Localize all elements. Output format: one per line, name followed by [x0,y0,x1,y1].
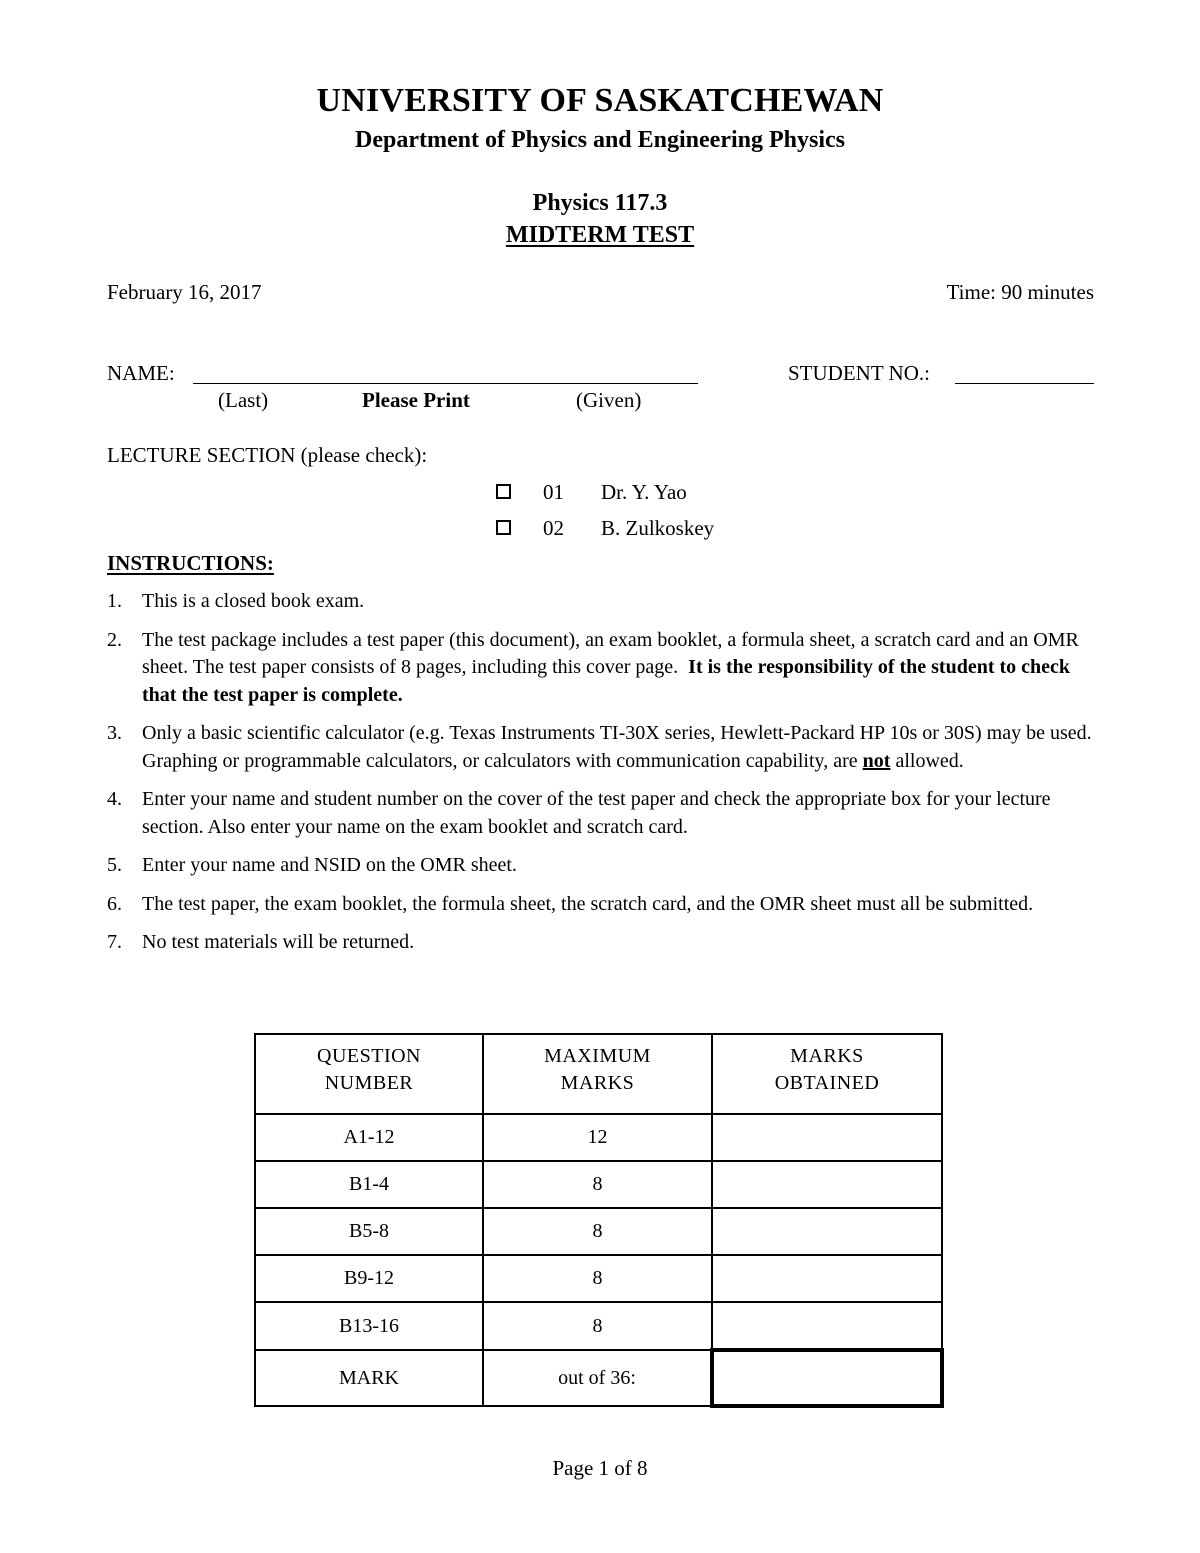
header-obtained [712,1034,942,1114]
section-02-checkbox[interactable] [496,520,511,535]
cell-max: 8 [483,1302,712,1350]
lecture-section-label: LECTURE SECTION (please check): [107,443,428,467]
table-header-row [255,1034,942,1114]
please-print-hint: Please Print [362,388,470,412]
total-max: out of 36: [483,1350,712,1406]
test-title [0,222,1200,249]
cell-max: 12 [483,1114,712,1161]
instruction-text: This is a closed book exam. [142,590,365,612]
page-number: Page 1 of 8 [552,1456,648,1480]
instructions-heading: INSTRUCTIONS: [107,551,274,575]
header-line: MARKS [790,1045,864,1067]
cell-question: B5-8 [255,1208,483,1255]
instruction-item [107,929,1097,957]
table-row [255,1208,942,1255]
instruction-text: The test package includes a test paper (this document), an exam booklet, a formula sheet, a scratch card and an OMR sheet. The test paper consists of 8 pages, including this cover page. [142,628,1079,678]
section-02-number: 02 [543,516,564,540]
header-line: NUMBER [324,1072,414,1094]
student-no-label: STUDENT NO.: [788,361,930,385]
section-02-instructor: B. Zulkoskey [601,516,715,540]
cell-obtained[interactable] [712,1208,942,1255]
cell-max: 8 [483,1208,712,1255]
instruction-text: Enter your name and student number on the cover of the test paper and check the appropriate box for your lecture section. Also enter your name on the exam booklet and scratch card. [142,788,1051,838]
cell-obtained[interactable] [712,1161,942,1208]
cell-question: A1-12 [255,1114,483,1161]
last-name-hint: (Last) [218,388,269,412]
table-row [255,1114,942,1161]
exam-date: February 16, 2017 [107,280,262,304]
name-label: NAME: [107,361,175,385]
instruction-bold-text: It is the responsibility of the student to check that the test paper is complete. [142,656,1071,706]
student-no-field[interactable] [955,383,1094,384]
instruction-number: 6. [107,892,122,915]
instruction-text: Enter your name and NSID on the OMR sheet. [142,854,517,876]
header-line: MARKS [560,1072,635,1094]
cell-max: 8 [483,1161,712,1208]
test-title-text: MIDTERM TEST [505,222,695,248]
exam-time: Time: 90 minutes [946,280,1094,304]
total-row [255,1350,942,1406]
header-line: OBTAINED [774,1072,880,1094]
instruction-number: 4. [107,788,122,810]
cell-obtained[interactable] [712,1255,942,1302]
cell-max: 8 [483,1255,712,1302]
instruction-text-end: allowed. [895,749,964,772]
instruction-text: Only a basic scientific calculator (e.g. Texas Instruments TI-30X series, Hewlett-Packard HP 10s or 30S) may be used. Graphing or programmable calculators, or calculators with communication capability, are [142,722,1092,772]
given-name-hint: (Given) [576,388,642,412]
instruction-number: 3. [107,722,122,744]
header-question [255,1034,483,1114]
instruction-number: 5. [107,854,122,876]
total-label: MARK [255,1350,483,1406]
department-title: Department of Physics and Engineering Physics [354,127,845,153]
university-title: UNIVERSITY OF SASKATCHEWAN [316,82,884,119]
instruction-item [107,720,1097,775]
header-line: MAXIMUM [544,1045,651,1067]
instruction-number: 7. [107,931,122,953]
cell-question: B1-4 [255,1161,483,1208]
cell-question: B9-12 [255,1255,483,1302]
cell-question: B13-16 [255,1302,483,1350]
name-field[interactable] [193,383,698,384]
instruction-number: 1. [107,590,122,612]
marks-table [254,1033,944,1408]
instruction-item [107,852,1097,880]
instruction-item [107,891,1097,919]
instruction-emphasis: not [862,749,891,772]
section-01-checkbox[interactable] [496,484,511,499]
total-obtained[interactable] [712,1350,942,1406]
table-row [255,1255,942,1302]
table-row [255,1161,942,1208]
course-title: Physics 117.3 [532,190,668,216]
section-01-number: 01 [543,480,564,504]
section-01-instructor: Dr. Y. Yao [601,480,687,504]
cell-obtained[interactable] [712,1114,942,1161]
instruction-text: The test paper, the exam booklet, the formula sheet, the scratch card, and the OMR sheet must all be submitted. [142,892,1034,915]
instruction-item [107,786,1097,841]
instruction-text: No test materials will be returned. [142,931,415,953]
header-line: QUESTION [317,1045,421,1067]
instruction-item [107,588,1097,616]
table-row [255,1302,942,1350]
instruction-item [107,627,1097,710]
instruction-number: 2. [107,628,122,651]
header-max [483,1034,712,1114]
cell-obtained[interactable] [712,1302,942,1350]
instructions-list [107,588,1097,968]
